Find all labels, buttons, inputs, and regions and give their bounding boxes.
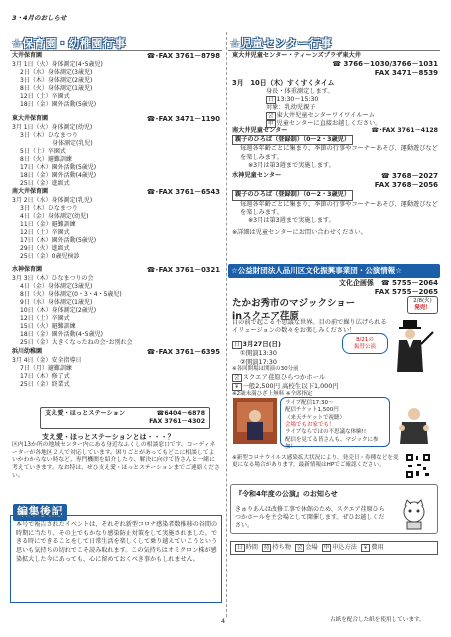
jido-c1-tel: ☎ 3766－1030/3766－1031 (332, 60, 438, 69)
nursery-event-item: 11日（金）避難訓練 (20, 220, 76, 228)
nursery-event-item: 10日（木）身体測定(2歳児) (20, 306, 97, 314)
nursery-event-item: 3日（木）ひなまつり (20, 132, 78, 139)
icon-legend (230, 541, 438, 555)
nursery-event-item: 25日（金）進級式 (20, 179, 70, 187)
nursery-event-item: 25日（金）0歳児検診 (20, 252, 80, 260)
ouen-body: 区内13か所の地域センター内にある身近なふくしの相談窓口です。コーディネーターが各地区２人で対応しています。困りごとがあってもどこに相談してよいかわからない時など、専門機関を紹介したり、解決に向けて皆さんと一緒に考えていきます。なお特は、ぜひ支え愛・ほっとステーションまでご連絡ください。 (12, 442, 220, 479)
jido-c1-venue: 東大井児童センターワイワイルーム (276, 112, 375, 120)
covid-note: ※新型コロナウイルス感染拡大状況により、発売日・券種などを変更になる場合があります。最新情報はHPでご確認ください。 (232, 455, 399, 469)
date-icon: 日 (234, 342, 240, 348)
nursery-event-item: 12日（土）卒園式 (20, 92, 70, 100)
apply-icon: 申 (268, 121, 274, 128)
nursery-tel: ☎･FAX 3471－1190 (146, 115, 220, 123)
ouen-box-tel: ☎6404－6878 (156, 410, 205, 417)
nursery-tel: ☎･FAX 3761－0321 (146, 266, 220, 274)
nursery-event-item: 18日（金）園外活動(5歳児) (20, 100, 97, 108)
nursery-event-item: 25日（金）終業式 (20, 380, 70, 388)
nursery-name: 大井保育園 (12, 52, 43, 59)
magic-price: 一般2,500円 高校生以下1,000円 (242, 382, 339, 391)
nursery-event-item: 15日（火）避難訓練 (20, 322, 76, 330)
jido-c1-desc: 身長・体重測定します。 (266, 87, 334, 95)
editor-heading: 編集後記 (13, 504, 67, 521)
bunka-contact (232, 279, 438, 297)
live-desc-1: ライブならではの不思議な体験!! (285, 429, 367, 436)
jido-c1-name: 東大井児童センター・ティーンズプラザ東大井 (232, 52, 361, 59)
ouen-box-fax: FAX 3761－4302 (149, 418, 205, 426)
jido-c3-tel: ☎ 3768－2027 (380, 172, 438, 180)
jido-heading: ☆児童センター行事 (230, 37, 332, 50)
magic-desc: 目の前で起こる不思議な世界。目の前で繰り広げられるイリュージョンの数々をお楽しみください！ (232, 319, 387, 335)
bunka-fax: FAX 5755－2065 (374, 288, 438, 297)
time-icon: 日 (237, 545, 243, 551)
nursery-group (12, 115, 220, 188)
magic-subtitle: inスクエア荏原 (232, 310, 299, 322)
paper-note: 古紙を配合した紙を使用しています。 (330, 617, 425, 623)
nursery-event-item: 12日（土）卒園式 (20, 314, 70, 322)
nursery-event-item: 18日（金）園外活動(4歳児) (20, 171, 97, 179)
nursery-event-item: 17日（木）園外活動(5歳児) (20, 236, 97, 244)
sale-date: 2/8(火) (413, 298, 432, 304)
nursery-event-item: 3月 2日（水）身体測定(乳児) (12, 197, 93, 205)
venue-icon: 会 (234, 375, 240, 382)
nursery-event-item: 3月 3日（木）ひなまつりの会 (12, 275, 94, 283)
magic-venue: スクエア荏原ひらつかホール (242, 373, 326, 382)
jido-c2-tel: ☎･FAX 3761－4128 (371, 127, 438, 134)
jido-center-minami (232, 127, 438, 170)
jido-c2-event: 親子のひろば（登録制）（0～2・3歳児） (232, 135, 353, 145)
jido-c1-apply: 児童センターに直接お越しください。 (276, 120, 382, 128)
nursery-event-item: 身体測定(乳児) (52, 139, 93, 147)
time-icon: 日 (268, 96, 274, 103)
nursery-event-item: 29日（火）進級式 (20, 244, 70, 252)
jido-c3-event: 親子のひろば（登録制）（0～2・3歳児） (232, 190, 353, 200)
sale-label: 発売！ (414, 305, 431, 312)
magic-time-2: ②開演17:30 (240, 357, 277, 366)
bring-icon: 持 (263, 545, 270, 551)
jido-c2-desc: 毎週各年齢ごとに集まり、季節の行事やコーナーあそび、運動遊びなどを楽しみます。 (240, 145, 438, 161)
magic-date: 3月27日(日) (242, 340, 281, 348)
reschedule-line-2: 振替公演 (353, 344, 376, 351)
nursery-event-item: 18日（金）園外活動(4･5歳児) (20, 330, 103, 338)
jido-c3-note: ※3月は第3週まで実施します。 (248, 217, 335, 225)
page-section-label: 3・4月のおしらせ (12, 14, 67, 22)
apply-icon: 申 (323, 545, 330, 551)
price-icon: ￥ (234, 384, 240, 391)
live-stream-box (280, 397, 390, 450)
page-number: 4 (221, 617, 226, 625)
nursery-event-item: 9日（水）身体測定(1歳児) (20, 298, 93, 306)
nursery-heading: ☆保育園・幼稚園行事 (12, 37, 126, 50)
nursery-event-item: 3月 1日（火）身体測定(4･5歳児) (12, 61, 103, 69)
jido-note: ※詳細は児童センターにお問い合わせください。 (232, 229, 367, 237)
legend-cost: 費用 (371, 544, 384, 551)
magician-photo (393, 314, 437, 376)
nursery-event-item: 4日（金）身体測定(3歳児) (20, 283, 93, 290)
jido-c3-name: 水神児童センター (232, 172, 282, 179)
live-title: ライブ配信17:30～ (285, 400, 334, 406)
r4-title: 『令和4年度の公演』のお知らせ (235, 490, 338, 498)
jido-c1-fax: FAX 3471－8539 (374, 69, 438, 78)
bunka-dept: 文化企画係 (338, 279, 374, 287)
r4-body: きゅりあんは改修工事で休館のため、スクエア荏原ひらつかホールを主会場として開催します。ぜひお越しください。 (235, 506, 385, 529)
nursery-event-item: 4日（金）身体測定(幼児) (20, 212, 89, 220)
reschedule-line-1: 8/21の (356, 337, 374, 343)
editor-body: 本号で報告されたイベントは、それぞれ新型コロナ感染者数推移の谷間の時期に当たり、その上でもかなり感染防止対策をして実施されました。できる時にできることをして日常生活を楽しくして乗り越えていこうという思いも気持ちの切れでこそ読み取れます。この気持ちはオミクロン株が感染拡大した今にあっても、心に留めておくべき事かもしれません。 (16, 521, 218, 563)
magic-price-note: ※2歳未満ひざ上無料 ※全席指定 (232, 391, 313, 398)
jido-c2-name: 南大井児童センター (232, 127, 288, 134)
nursery-event-item: 17日（木）修了式 (20, 372, 70, 380)
ouen-title: 支え愛・ほっとステーションとは・・・？ (42, 433, 175, 441)
jido-c1-time: 13:30～15:30 (276, 95, 319, 103)
stage-photo (233, 398, 277, 444)
ouen-box-name: 支え愛・ほっとステーション (45, 410, 126, 417)
magician-figure (394, 404, 434, 444)
nursery-event-item: 7日（月）避難訓練 (20, 365, 72, 372)
legend-venue: 会場 (305, 544, 318, 551)
jido-c3-fax: FAX 3768－2056 (374, 181, 438, 190)
nursery-event-item: 3月 4日（金）安全指導日 (12, 357, 82, 365)
jido-center-suijin (232, 172, 438, 237)
nursery-tel: ☎･FAX 3761－6543 (146, 188, 220, 196)
jido-c1-target: 対象：乳幼児親子 (266, 104, 316, 111)
magic-title: たかお秀市のマジックショー (232, 298, 356, 309)
nursery-name: 南大井保育園 (12, 188, 49, 195)
nursery-event-item: 2日（水）身体測定(3歳児) (20, 69, 93, 76)
nursery-name: 東大井保育園 (12, 115, 49, 122)
live-slogan: 会場でもお家でも！ (285, 421, 335, 428)
venue-icon: 会 (268, 113, 274, 120)
nursery-event-item: 8日（火）身体測定(1歳児) (20, 84, 93, 92)
nursery-event-item: 12日（土）卒園式 (20, 228, 70, 236)
jido-c3-desc: 毎週各年齢ごとに集まり、季節の行事やコーナーあそび、運動遊びなどを楽しみます。 (240, 200, 438, 216)
nursery-group (12, 52, 220, 109)
nursery-event-item: 3月 1日（火）身体測定(幼児) (12, 124, 93, 132)
nursery-event-item: 5日（土）卒園式 (20, 147, 66, 155)
nursery-event-item: 3日（木）ひなまつり (20, 205, 78, 212)
ouen-contact-box (40, 407, 210, 429)
venue-icon: 会 (296, 545, 303, 551)
nursery-event-item: 17日（木）園外活動(5歳児) (20, 163, 97, 171)
magic-time-note: ※各回開場は開演の30分前 (232, 365, 299, 372)
legend-bring: 持ち物 (272, 544, 291, 551)
nursery-group (12, 188, 220, 261)
bunka-heading: ☆公益財団法人品川区文化振興事業団・公演情報☆ (228, 264, 440, 278)
nursery-event-item: 8日（火）避難訓練 (20, 155, 72, 163)
nursery-event-item: 3日（木）身体測定(2歳児) (20, 76, 93, 84)
sale-badge (407, 296, 438, 314)
jido-c1-event: 3月 10日（木）すくすくタイム (232, 78, 335, 87)
jido-center-higashi (232, 52, 438, 129)
live-desc-2: 配信を見てる皆さんも、マジックに参加！ (285, 436, 379, 450)
nursery-group (12, 348, 220, 389)
live-price: 配信チケット1,500円 (285, 407, 339, 414)
bunka-tel: ☎ 5755－2064 (380, 279, 438, 287)
cat-illustration (395, 498, 433, 530)
nursery-event-item: 8日（火）身体測定(0・3・4・5歳児) (20, 290, 122, 298)
nursery-group (12, 266, 220, 347)
reschedule-badge (342, 333, 388, 354)
nursery-tel: ☎･FAX 3761－8798 (146, 52, 220, 60)
nursery-name: 浜川幼稚園 (12, 348, 43, 355)
qr-code (405, 453, 431, 479)
jido-c2-note: ※3月は第3週まで実施します。 (248, 161, 335, 169)
legend-time: 時間 (245, 544, 258, 551)
legend-apply: 申込方法 (332, 544, 357, 551)
nursery-tel: ☎･FAX 3761－6395 (146, 348, 220, 356)
live-note: （来天チケットで視聴） (285, 414, 346, 421)
cost-icon: ￥ (362, 545, 369, 551)
magic-time-1: ①開演13:30 (240, 349, 277, 358)
nursery-event-item: 25日（金）大きくなったねの会･お別れ会 (20, 338, 133, 346)
nursery-name: 水神保育園 (12, 266, 43, 273)
